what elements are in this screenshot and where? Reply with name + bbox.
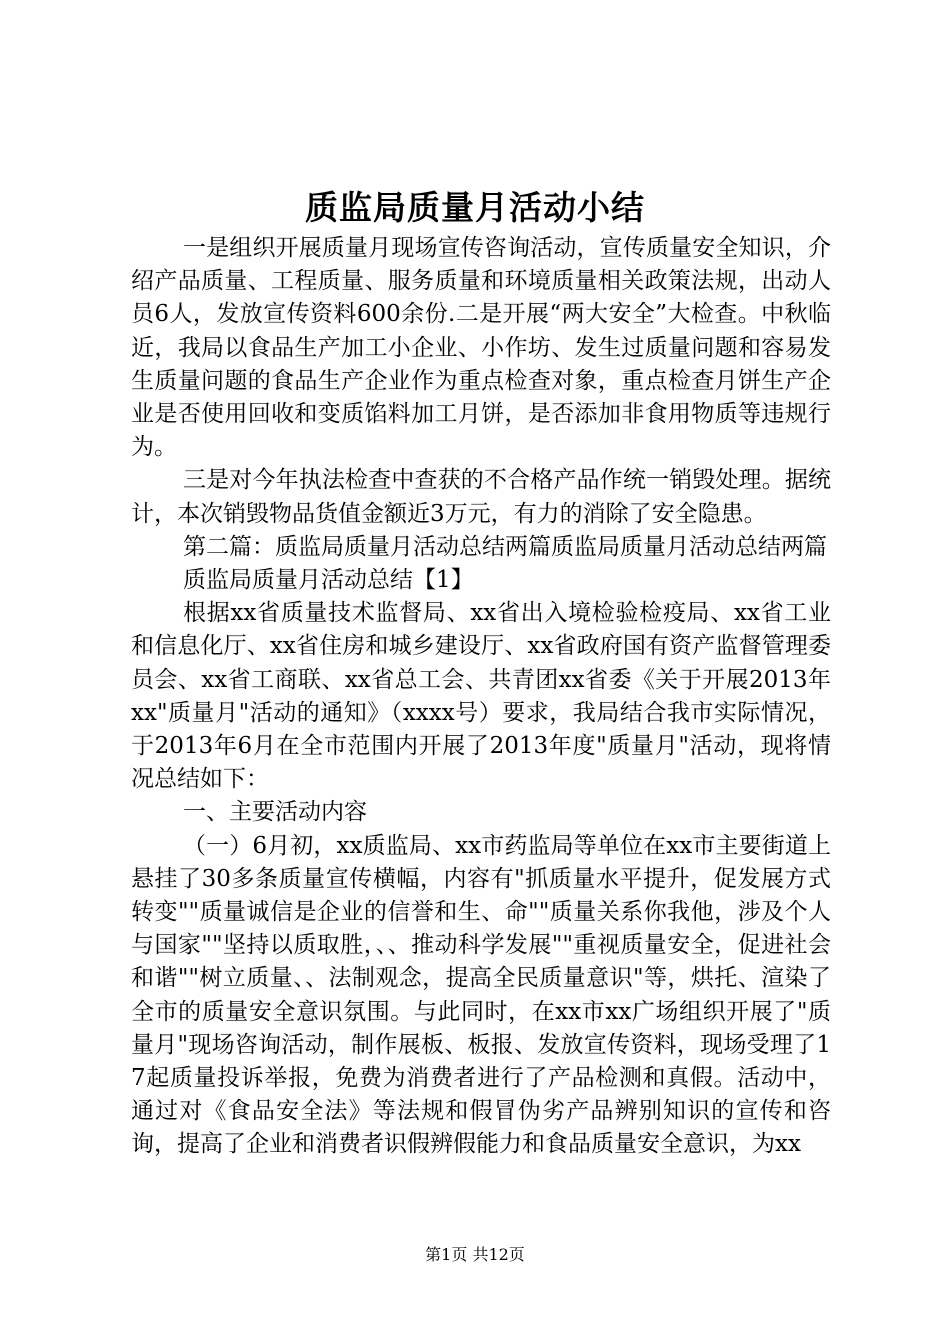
paragraph-1: 一是组织开展质量月现场宣传咨询活动，宣传质量安全知识，介绍产品质量、工程质量、服务质量和环境质量相关政策法规，出动人员6人，发放宣传资料600余份.二是开展“两大安全”大检查。中秋临近，我局以食品生产加工小企业、小作坊、发生过质量问题和容易发生质量问题的食品生产企业作为重点检查对象，重点检查月饼生产企业是否使用回收和变质馅料加工月饼，是否添加非食用物质等违规行为。	[131, 235, 831, 461]
document-body	[131, 232, 831, 1162]
section-heading: 一、主要活动内容	[183, 799, 367, 826]
document-title: 质监局质量月活动小结	[305, 188, 645, 227]
paragraph-3: 第二篇：质监局质量月活动总结两篇质监局质量月活动总结两篇	[183, 533, 827, 560]
page-footer: 第1页 共12页	[425, 1245, 525, 1264]
paragraph-6: （一）6月初，xx质监局、xx市药监局等单位在xx市主要街道上悬挂了30多条质量宣传横幅，内容有"抓质量水平提升，促发展方式转变""质量诚信是企业的信誉和生、命""质量关系你我他，涉及个人与国家""坚持以质取胜，、、推动科学发展""重视质量安全，促进社会和谐""树立质量、、法制观念，提高全民质量意识"等，烘托、渲染了全市的质量安全意识氛围。与此同时，在xx市xx广场组织开展了"质量月"现场咨询活动，制作展板、板报、发放宣传资料，现场受理了17起质量投诉举报，免费为消费者进行了产品检测和真假。活动中，通过对《食品安全法》等法规和假冒伪劣产品辨别知识的宣传和咨询，提高了企业和消费者识假辨假能力和食品质量安全意识，为xx	[131, 832, 831, 1158]
paragraph-5: 根据xx省质量技术监督局、xx省出入境检验检疫局、xx省工业和信息化厅、xx省住房和城乡建设厅、xx省政府国有资产监督管理委员会、xx省工商联、xx省总工会、共青团xx省委《关于开展2013年xx"质量月"活动的通知》（xxxx号）要求，我局结合我市实际情况，于2013年6月在全市范围内开展了2013年度"质量月"活动，现将情况总结如下：	[131, 600, 831, 793]
paragraph-2: 三是对今年执法检查中查获的不合格产品作统一销毁处理。据统计，本次销毁物品货值金额近3万元，有力的消除了安全隐患。	[131, 467, 831, 527]
paragraph-4: 质监局质量月活动总结【1】	[183, 567, 474, 594]
